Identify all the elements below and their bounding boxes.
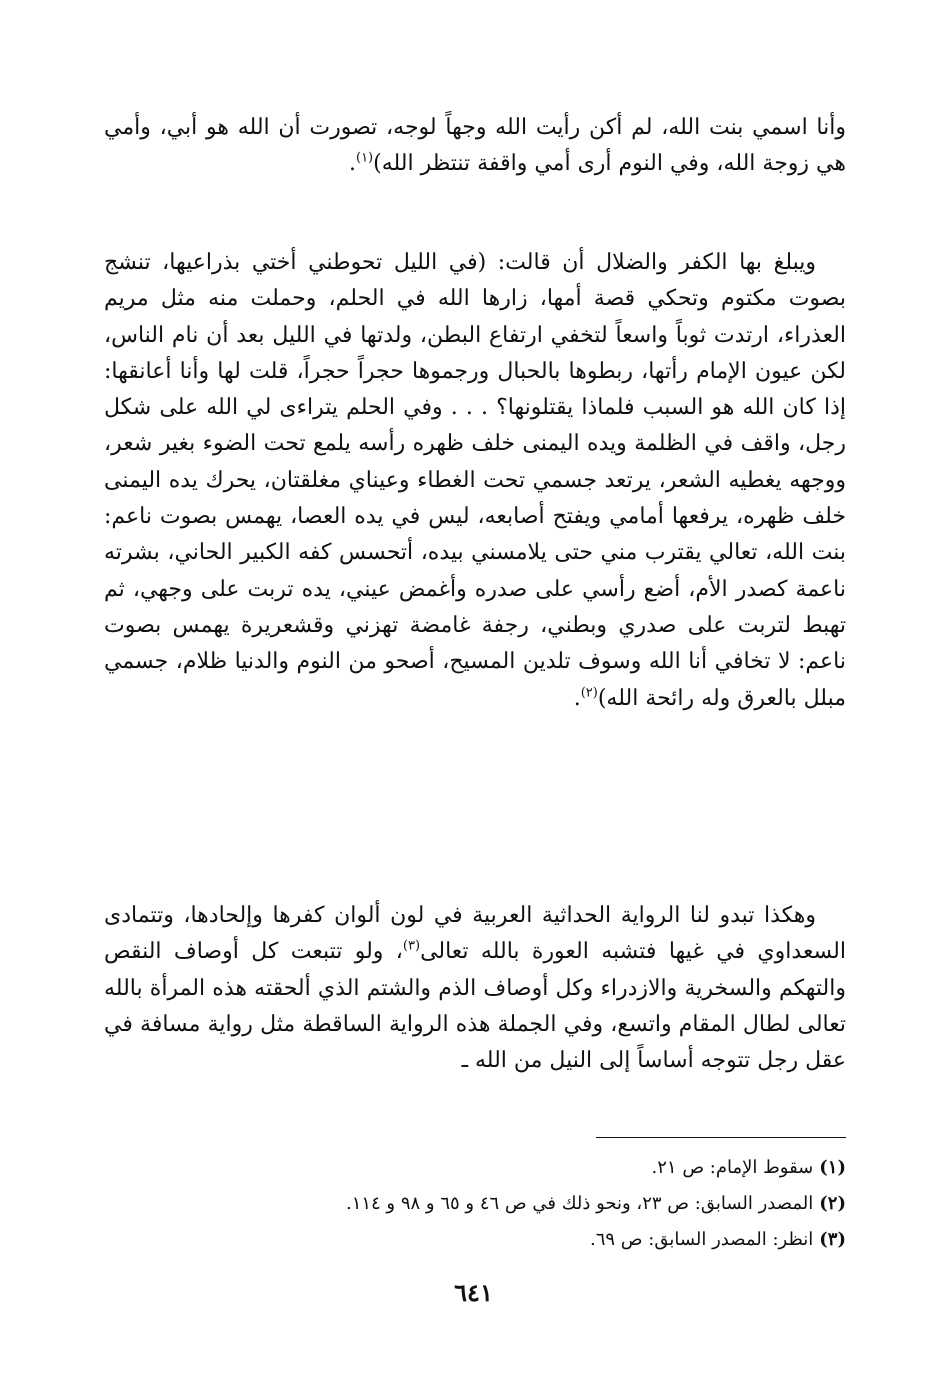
footnote-2-number: (٢) [819, 1193, 846, 1214]
paragraph-3 [104, 898, 846, 1079]
footnote-ref-1: (١) [355, 150, 374, 166]
paragraph-3-text-b: ، ولو تتبعت كل أوصاف النقص والتهكم والسخرية والازدراء وكل أوصاف الذم والشتم الذي ألحقته هذه المرأة بالله تعالى لطال المقام واتسع، وفي الجملة هذه الرواية الساقطة مثل رواية مسافة في عقل رجل تتوجه أساساً إلى النيل من الله ـ [104, 939, 846, 1074]
page-number: ٦٤١ [454, 1278, 493, 1307]
paragraph-1-text [104, 110, 846, 183]
footnote-2 [104, 1186, 846, 1222]
paragraph-3-text [104, 898, 846, 1079]
paragraph-2-text [104, 245, 846, 717]
footnote-3 [104, 1222, 846, 1258]
footnote-1-number: (١) [819, 1157, 846, 1178]
footnote-2-text: المصدر السابق: ص ٢٣، ونحو ذلك في ص ٤٦ و ٦٥ و ٩٨ و ١١٤. [345, 1193, 814, 1214]
paragraph-2-text-a: ويبلغ بها الكفر والضلال أن قالت: (في الليل تحوطني أختي بذراعيها، تنشج بصوت مكتوم وتحكي قصة أمها، زارها الله في الحلم، وحملت منه مثل مريم العذراء، ارتدت ثوباً واسعاً لتخفي ارتفاع البطن، ولدتها في الليل بعد أن نام الناس، لكن عيون الإمام رأتها، ربطوها بالحبال ورجموها حجراً حجراً، قلت لها وأنا أعانقها: إذا كان الله هو السبب فلماذا يقتلونها؟ . . . وفي الحلم يتراءى لي الله على شكل رجل، واقف في الظلمة ويده اليمنى خلف ظهره رأسه يلمع تحت الضوء بغير شعر، ووجهه يغطيه الشعر، يرتعد جسمي تحت الغطاء وعيناي مغلقتان، يحرك يده اليمنى خلف ظهره، يرفعها أمامي ويفتح أصابعه، ليس في يده العصا، يهمس بصوت ناعم: بنت الله، تعالي يقترب مني حتى يلامسني بيده، أتحسس كفه الكبير الحاني، بشرته ناعمة كصدر الأم، أضع رأسي على صدره وأغمض عيني، يده تربت على وجهي، ثم تهبط لتربت على صدري وبطني، رجفة غامضة تهزني وقشعريرة يهمس بصوت ناعم: لا تخافي أنا الله وسوف تلدين المسيح، أصحو من النوم والدنيا ظلام، جسمي مبلل بالعرق وله رائحة الله) [104, 250, 846, 711]
paragraph-1-text-a: وأنا اسمي بنت الله، لم أكن رأيت الله وجهاً لوجه، تصورت أن الله هو أبي، وأمي هي زوجة الله، وفي النوم أرى أمي واقفة تنتظر الله) [104, 115, 846, 177]
footnote-ref-2: (٢) [580, 685, 598, 701]
footnotes [104, 1150, 846, 1258]
paragraph-1 [104, 110, 846, 183]
paragraph-2-text-b: . [573, 685, 581, 711]
paragraph-2 [104, 245, 846, 717]
footnote-divider [596, 1137, 846, 1138]
paragraph-1-text-b: . [348, 151, 356, 177]
paragraph-3-text-a: وهكذا تبدو لنا الرواية الحداثية العربية في لون ألوان كفرها وإلحادها، وتتمادى السعداوي في غيها فتشبه العورة بالله تعالى [104, 903, 846, 965]
footnote-1 [104, 1150, 846, 1186]
footnote-3-text: انظر: المصدر السابق: ص ٦٩. [590, 1229, 814, 1250]
footnote-ref-3: (٣) [402, 938, 421, 954]
footnote-1-text: سقوط الإمام: ص ٢١. [651, 1157, 814, 1178]
footnote-3-number: (٣) [819, 1229, 846, 1250]
